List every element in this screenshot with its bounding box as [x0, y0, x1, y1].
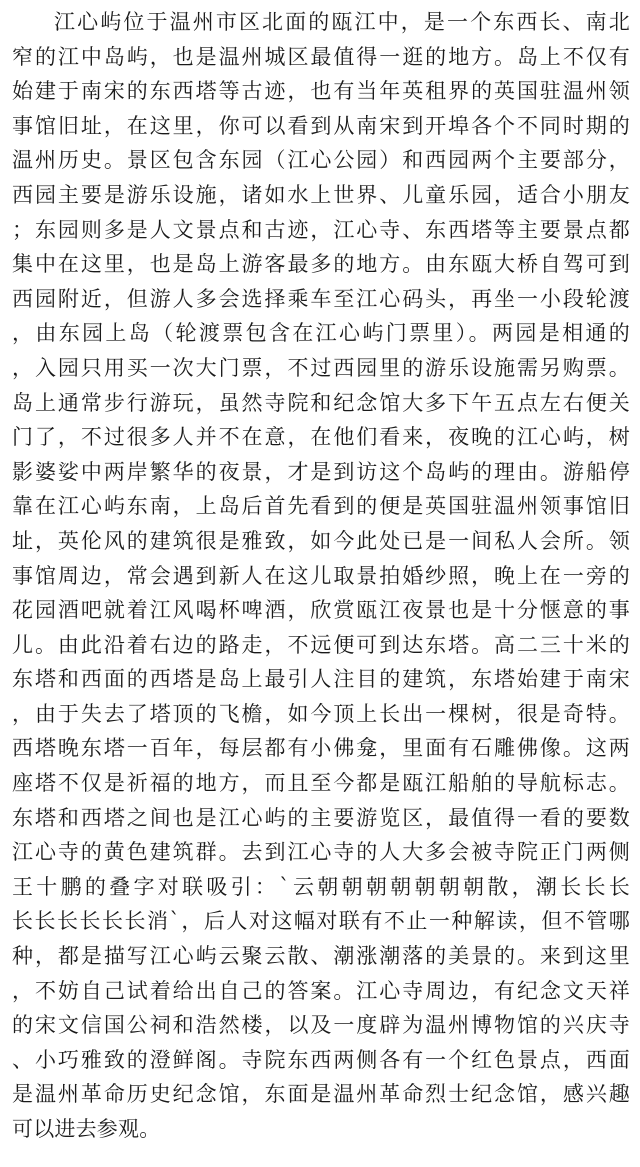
text-line: ；东园则多是人文景点和古迹，江心寺、东西塔等主要景点都 [12, 217, 630, 242]
text-line: ，入园只用买一次大门票，不过西园里的游乐设施需另购票。 [12, 355, 630, 380]
text-line: 影婆娑中两岸繁华的夜景，才是到访这个岛屿的理由。游船停 [12, 459, 630, 484]
text-line: ，由于失去了塔顶的飞檐，如今顶上长出一棵树，很是奇特。 [12, 701, 630, 726]
text-line: 的宋文信国公祠和浩然楼，以及一度辟为温州博物馆的兴庆寺 [12, 1013, 630, 1038]
text-line: ，由东园上岛（轮渡票包含在江心屿门票里）。两园是相通的 [12, 321, 630, 346]
article-paragraph [12, 5, 630, 1147]
text-line: 集中在这里，也是岛上游客最多的地方。由东瓯大桥自驾可到 [12, 252, 630, 277]
text-line: 、小巧雅致的澄鲜阁。寺院东西两侧各有一个红色景点，西面 [12, 1047, 630, 1072]
text-line: 是温州革命历史纪念馆，东面是温州革命烈士纪念馆，感兴趣 [12, 1082, 630, 1107]
text-line: 窄的江中岛屿，也是温州城区最值得一逛的地方。岛上不仅有 [12, 44, 630, 69]
text-line: 始建于南宋的东西塔等古迹，也有当年英租界的英国驻温州领 [12, 79, 630, 104]
text-line: 温州历史。景区包含东园（江心公园）和西园两个主要部分， [12, 148, 630, 173]
text-line: 门了，不过很多人并不在意，在他们看来，夜晚的江心屿，树 [12, 425, 630, 450]
text-line: 长长长长长长消`，后人对这幅对联有不止一种解读，但不管哪 [12, 909, 630, 934]
text-line: 儿。由此沿着右边的路走，不远便可到达东塔。高二三十米的 [12, 632, 630, 657]
text-line: 西园附近，但游人多会选择乘车至江心码头，再坐一小段轮渡 [12, 286, 630, 311]
text-line: 东塔和西面的西塔是岛上最引人注目的建筑，东塔始建于南宋 [12, 667, 630, 692]
text-line: 西塔晚东塔一百年，每层都有小佛龛，里面有石雕佛像。这两 [12, 736, 630, 761]
text-line: 种，都是描写江心屿云聚云散、潮涨潮落的美景的。来到这里 [12, 944, 630, 969]
text-line: 岛上通常步行游玩，虽然寺院和纪念馆大多下午五点左右便关 [12, 390, 630, 415]
text-line: 西园主要是游乐设施，诸如水上世界、儿童乐园，适合小朋友 [12, 182, 630, 207]
text-line: ，不妨自己试着给出自己的答案。江心寺周边，有纪念文天祥 [12, 978, 630, 1003]
text-line: 靠在江心屿东南，上岛后首先看到的便是英国驻温州领事馆旧 [12, 494, 630, 519]
text-line: 王十鹏的叠字对联吸引：`云朝朝朝朝朝朝朝散，潮长长长 [12, 874, 630, 899]
text-line: 东塔和西塔之间也是江心屿的主要游览区，最值得一看的要数 [12, 805, 630, 830]
text-line: 花园酒吧就着江风喝杯啤酒，欣赏瓯江夜景也是十分惬意的事 [12, 598, 630, 623]
text-line: 址，英伦风的建筑很是雅致，如今此处已是一间私人会所。领 [12, 528, 630, 553]
text-line: 可以进去参观。 [12, 1117, 161, 1141]
text-line: 事馆旧址，在这里，你可以看到从南宋到开埠各个不同时期的 [12, 113, 630, 138]
text-line: 江心屿位于温州市区北面的瓯江中，是一个东西长、南北 [54, 10, 630, 34]
text-line: 事馆周边，常会遇到新人在这儿取景拍婚纱照，晚上在一旁的 [12, 563, 630, 588]
text-line: 江心寺的黄色建筑群。去到江心寺的人大多会被寺院正门两侧 [12, 840, 630, 865]
text-line: 座塔不仅是祈福的地方，而且至今都是瓯江船舶的导航标志。 [12, 771, 630, 796]
